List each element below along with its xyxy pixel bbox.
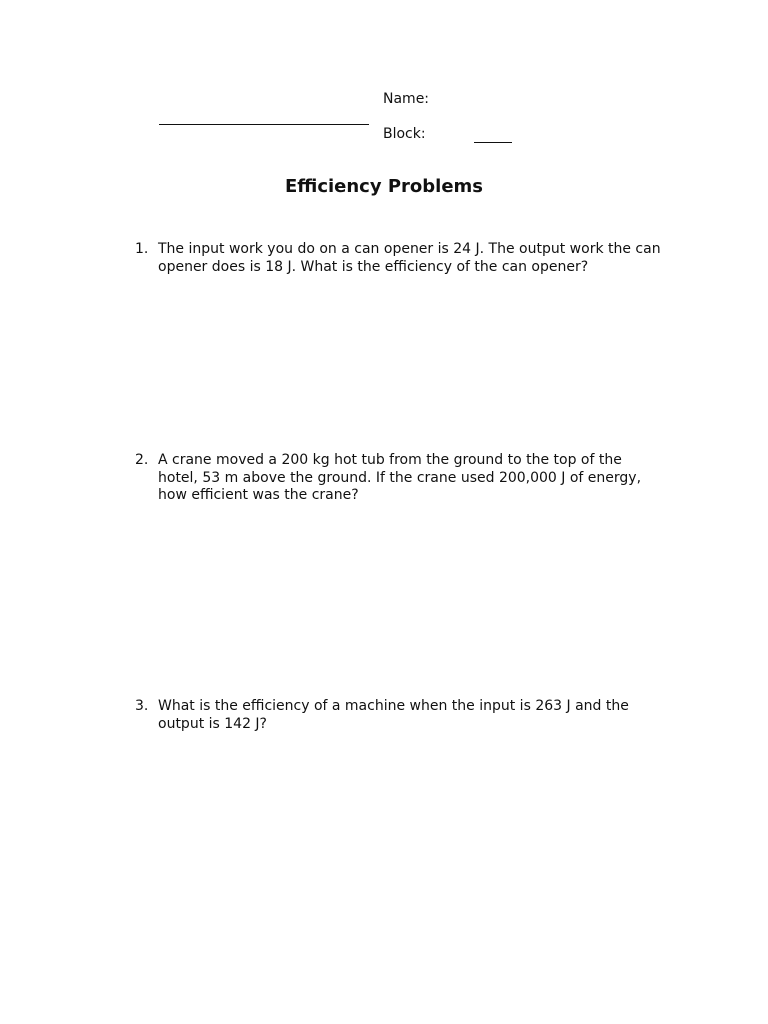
- block-blank-line: [474, 142, 512, 143]
- problem-number: 3.: [135, 698, 149, 714]
- page-title: Efficiency Problems: [284, 176, 484, 197]
- problem-1: [135, 241, 665, 276]
- problem-2: [135, 452, 665, 505]
- problem-text: The input work you do on a can opener is 24 J. The output work the can opener does is 18 J. What is the efficiency of the can opener?: [158, 241, 661, 275]
- problem-text: A crane moved a 200 kg hot tub from the ground to the top of the hotel, 53 m above the ground. If the crane used 200,000 J of energy, how efficient was the crane?: [158, 452, 642, 503]
- block-label: Block:: [383, 126, 426, 142]
- name-blank-line: [159, 124, 369, 125]
- problem-3: [135, 698, 665, 733]
- problem-number: 2.: [135, 452, 149, 468]
- problem-text: What is the efficiency of a machine when the input is 263 J and the output is 142 J?: [158, 698, 629, 732]
- name-label: Name:: [383, 91, 430, 107]
- problem-number: 1.: [135, 241, 149, 257]
